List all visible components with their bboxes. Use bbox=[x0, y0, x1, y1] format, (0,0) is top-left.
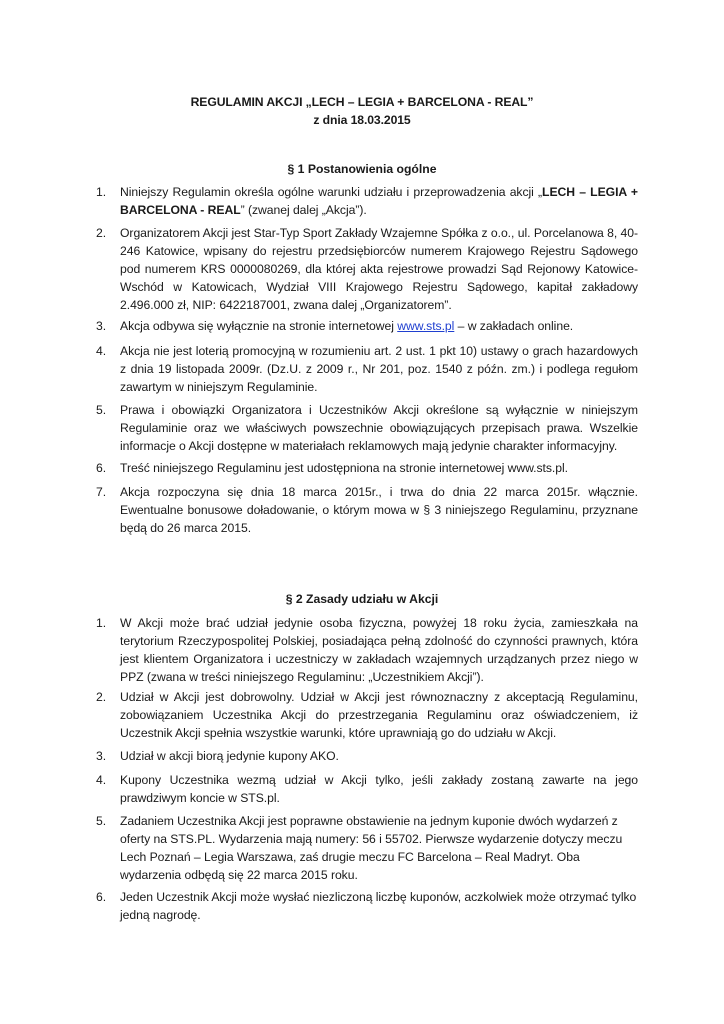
list-number: 6. bbox=[96, 461, 107, 475]
promo-name: LECH – LEGIA + BARCELONA - REAL bbox=[120, 185, 638, 217]
list-item-text: Zadaniem Uczestnika Akcji jest poprawne obstawienie na jednym kuponie dwóch wydarzeń z oferty na STS.PL. Wydarzenia mają numery: 56 i 55702. Pierwsze wydarzenie dotyczy meczu Lech Poznań – Legia Warszawa, zaś drugie meczu FC Barcelona – Real Madryt. Oba wydarzenia odbędą się 22 marca 2015 roku. bbox=[120, 814, 623, 882]
list-item-text: Prawa i obowiązki Organizatora i Uczestników Akcji określone są wyłącznie w niniejszym Regulaminie oraz we właściwych powszechnie obowiązujących przepisach prawa. Wszelkie informacje o Akcji dostępne w materiałach reklamowych mają jedynie charakter informacyjny. bbox=[120, 403, 638, 453]
list-item-text: Akcja rozpoczyna się dnia 18 marca 2015r., i trwa do dnia 22 marca 2015r. włącznie. Ewentualne bonusowe doładowanie, o którym mowa w § 3 niniejszego Regulaminu, przyznane będą do 26 marca 2015. bbox=[120, 485, 638, 535]
sts-website-link[interactable]: www.sts.pl bbox=[397, 319, 455, 333]
list-item-text: W Akcji może brać udział jedynie osoba fizyczna, powyżej 18 roku życia, zamieszkała na terytorium Rzeczypospolitej Polskiej, posiadająca pełną zdolność do czynności prawnych, która jest klientem Organizatora i uczestniczy w zakładach wzajemnych urządzanych przez niego w PPZ (zwana w treści niniejszego Regulaminu: „Uczestnikiem Akcji”). bbox=[120, 616, 638, 684]
list-number: 3. bbox=[96, 749, 107, 763]
list-number: 6. bbox=[96, 890, 107, 904]
list-number: 2. bbox=[96, 226, 107, 240]
list-item-text: Jeden Uczestnik Akcji może wysłać niezliczoną liczbę kuponów, aczkolwiek może otrzymać tylko jedną nagrodę. bbox=[120, 890, 637, 922]
document-date: z dnia 18.03.2015 bbox=[313, 113, 411, 127]
document-title: REGULAMIN AKCJI „LECH – LEGIA + BARCELONA - REAL” bbox=[190, 95, 534, 109]
list-item-text: Niniejszy Regulamin określa ogólne warunki udziału i przeprowadzenia akcji „LECH – LEGIA + BARCELONA - REAL” (zwanej dalej „Akcja”). bbox=[120, 185, 638, 217]
list-number: 5. bbox=[96, 814, 107, 828]
list-item-text: Organizatorem Akcji jest Star-Typ Sport Zakłady Wzajemne Spółka z o.o., ul. Porcelanowa 8, 40-246 Katowice, wpisany do rejestru przedsiębiorców numerem Krajowego Rejestru Sądowego pod numerem KRS 0000080269, dla której akta rejestrowe prowadzi Sąd Rejonowy Katowice-Wschód w Katowicach, Wydział VIII Krajowego Rejestru Sądowego, kapitał zakładowy 2.496.000 zł, NIP: 6422187001, zwana dalej „Organizatorem”. bbox=[120, 226, 638, 312]
list-number: 4. bbox=[96, 773, 107, 787]
list-item-text: Udział w Akcji jest dobrowolny. Udział w Akcji jest równoznaczny z akceptacją Regulaminu, zobowiązaniem Uczestnika Akcji do przestrzegania Regulaminu oraz oświadczeniem, iż Uczestnik Akcji spełnia wszystkie warunki, które uprawniają go do udziału w Akcji. bbox=[120, 690, 638, 740]
list-number: 7. bbox=[96, 485, 107, 499]
list-item-text: Udział w akcji biorą jedynie kupony AKO. bbox=[120, 749, 339, 763]
list-item-text: Treść niniejszego Regulaminu jest udostępniona na stronie internetowej www.sts.pl. bbox=[120, 461, 568, 475]
list-item-text: Kupony Uczestnika wezmą udział w Akcji tylko, jeśli zakłady zostaną zawarte na jego prawdziwym koncie w STS.pl. bbox=[120, 773, 638, 805]
list-number: 1. bbox=[96, 616, 107, 630]
list-item-text: Akcja nie jest loterią promocyjną w rozumieniu art. 2 ust. 1 pkt 10) ustawy o grach hazardowych z dnia 19 listopada 2009r. (Dz.U. z 2009 r., Nr 201, poz. 1540 z późn. zm.) i podlega regułom zawartym w niniejszym Regulaminie. bbox=[120, 344, 638, 394]
list-number: 2. bbox=[96, 690, 107, 704]
list-number: 4. bbox=[96, 344, 107, 358]
list-number: 1. bbox=[96, 185, 107, 199]
list-number: 3. bbox=[96, 319, 107, 333]
section-1-heading: § 1 Postanowienia ogólne bbox=[287, 162, 437, 176]
section-2-heading: § 2 Zasady udziału w Akcji bbox=[285, 592, 439, 606]
list-item-text: Akcja odbywa się wyłącznie na stronie internetowej www.sts.pl – w zakładach online. bbox=[120, 319, 574, 333]
list-number: 5. bbox=[96, 403, 107, 417]
